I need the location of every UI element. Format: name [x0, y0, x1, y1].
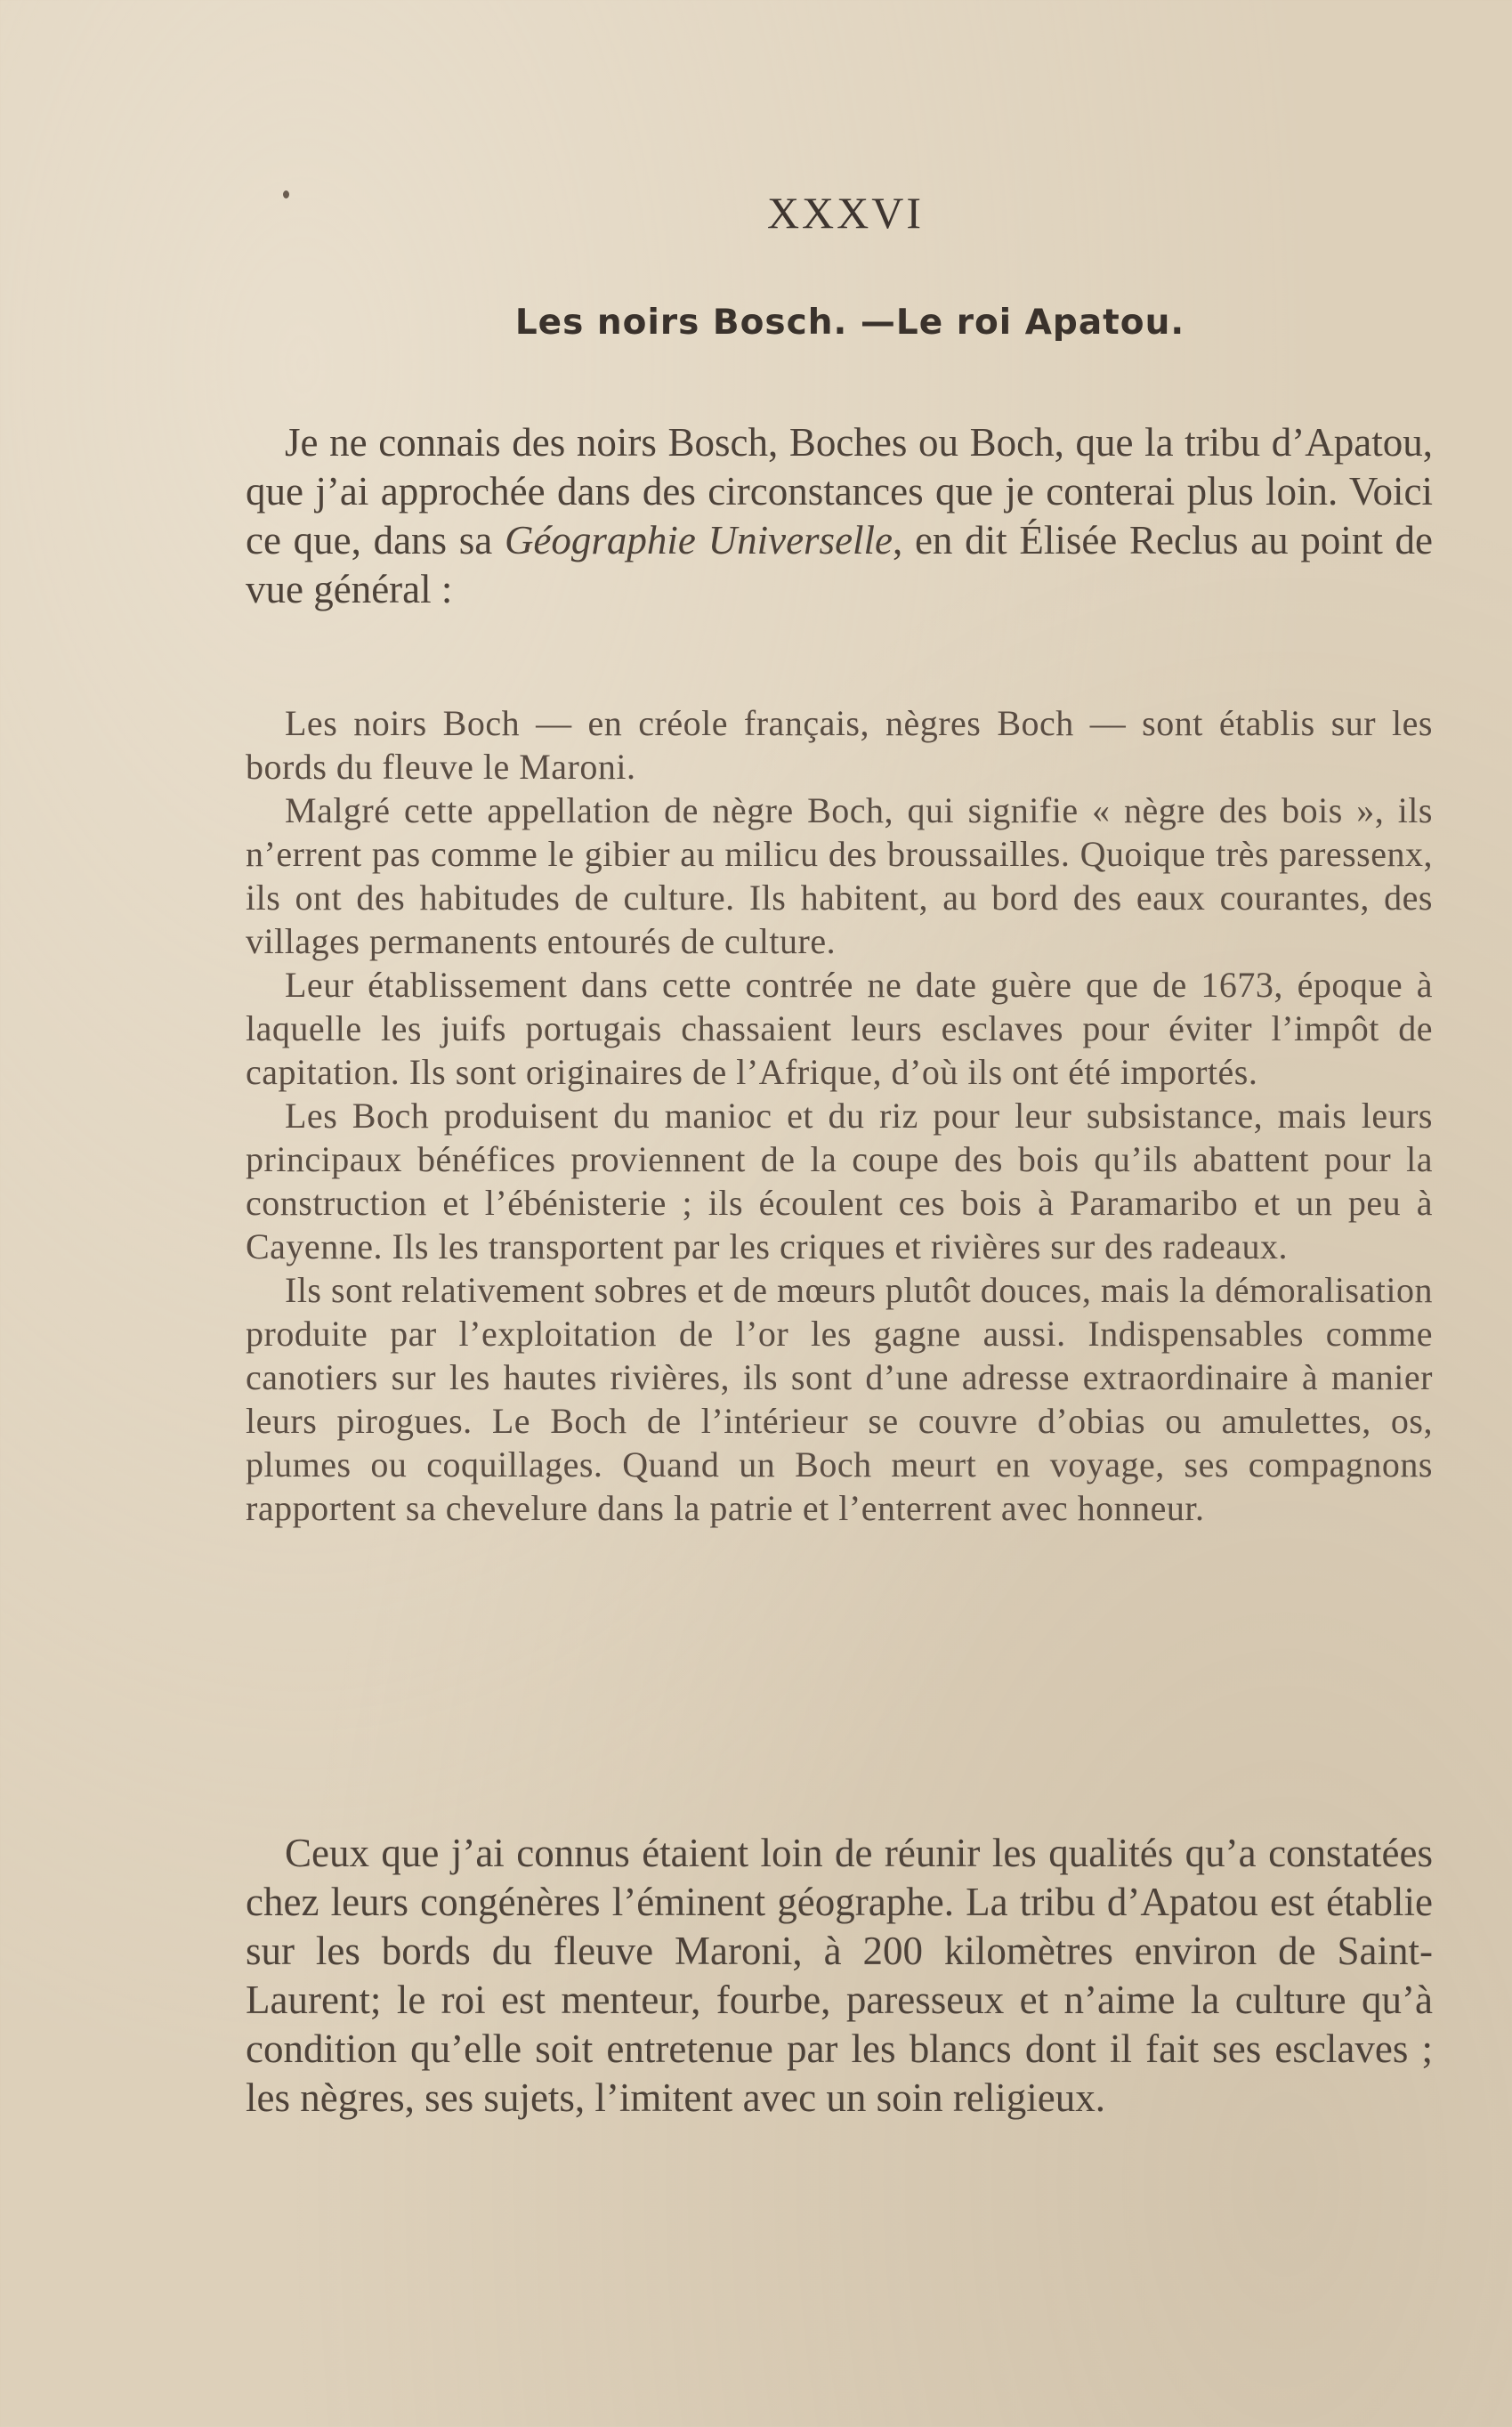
chapter-title: Les noirs Bosch. —Le roi Apatou. — [514, 303, 1185, 343]
quote-paragraph: Les noirs Boch — en créole français, nègres Boch — sont établis sur les bords du fleuve le Maroni. — [246, 703, 1433, 787]
quote-paragraph: Les Boch produisent du manioc et du riz pour leur subsistance, mais leurs principaux bénéfices proviennent de la coupe des bois qu’ils abattent pour la construction et l’ébénisterie ; ils écoulent ces bois à Paramaribo et un peu à Cayenne. Ils les transportent par les criques et rivières sur des radeaux. — [246, 1096, 1433, 1266]
closing-paragraph-text: Ceux que j’ai connus étaient loin de réunir les qualités qu’a constatées chez leurs congénères l’éminent géographe. La tribu d’Apatou est établie sur les bords du fleuve Maroni, à 200 kilomètres environ de Saint-Laurent; le roi est menteur, fourbe, paresseux et n’aime la culture qu’à condition qu’elle soit entretenue par les blancs dont il fait ses esclaves ; les nègres, ses sujets, l’imitent avec un soin religieux. — [246, 1831, 1433, 2120]
intro-paragraph — [246, 418, 1433, 614]
quoted-passage — [246, 701, 1433, 1530]
closing-paragraph — [246, 1829, 1433, 2123]
book-title-italic: Géographie Universelle — [504, 518, 893, 562]
quote-paragraph: Leur établissement dans cette contrée ne date guère que de 1673, époque à laquelle les juifs portugais chassaient leurs esclaves pour éviter l’impôt de capitation. Ils sont originaires de l’Afrique, d’où ils ont été importés. — [246, 965, 1433, 1092]
intro-text-end: , en dit Élisée Reclus au point de vue général : — [246, 518, 1433, 611]
chapter-number: XXXVI — [766, 188, 925, 238]
quote-paragraph: Ils sont relativement sobres et de mœurs plutôt douces, mais la démoralisation produite par l’exploitation de l’or les gagne aussi. Indispensables comme canotiers sur les hautes rivières, ils sont d’une adresse extraordinaire à manier leurs pirogues. Le Boch de l’intérieur se couvre d’obias ou amulettes, os, plumes ou coquillages. Quand un Boch meurt en voyage, ses compagnons rapportent sa chevelure dans la patrie et l’enterrent avec honneur. — [246, 1270, 1433, 1528]
intro-text-start: Je ne connais des noirs Bosch, Boches ou Boch, que la tribu d’Apatou, que j’ai approchée dans des circonstances que je conterai plus loin. Voici ce que, dans sa — [246, 420, 1433, 562]
quote-paragraph: Malgré cette appellation de nègre Boch, qui signifie « nègre des bois », ils n’errent pas comme le gibier au milicu des broussailles. Quoique très paressenx, ils ont des habitudes de culture. Ils habitent, au bord des eaux courantes, des villages permanents entourés de culture. — [246, 790, 1433, 961]
